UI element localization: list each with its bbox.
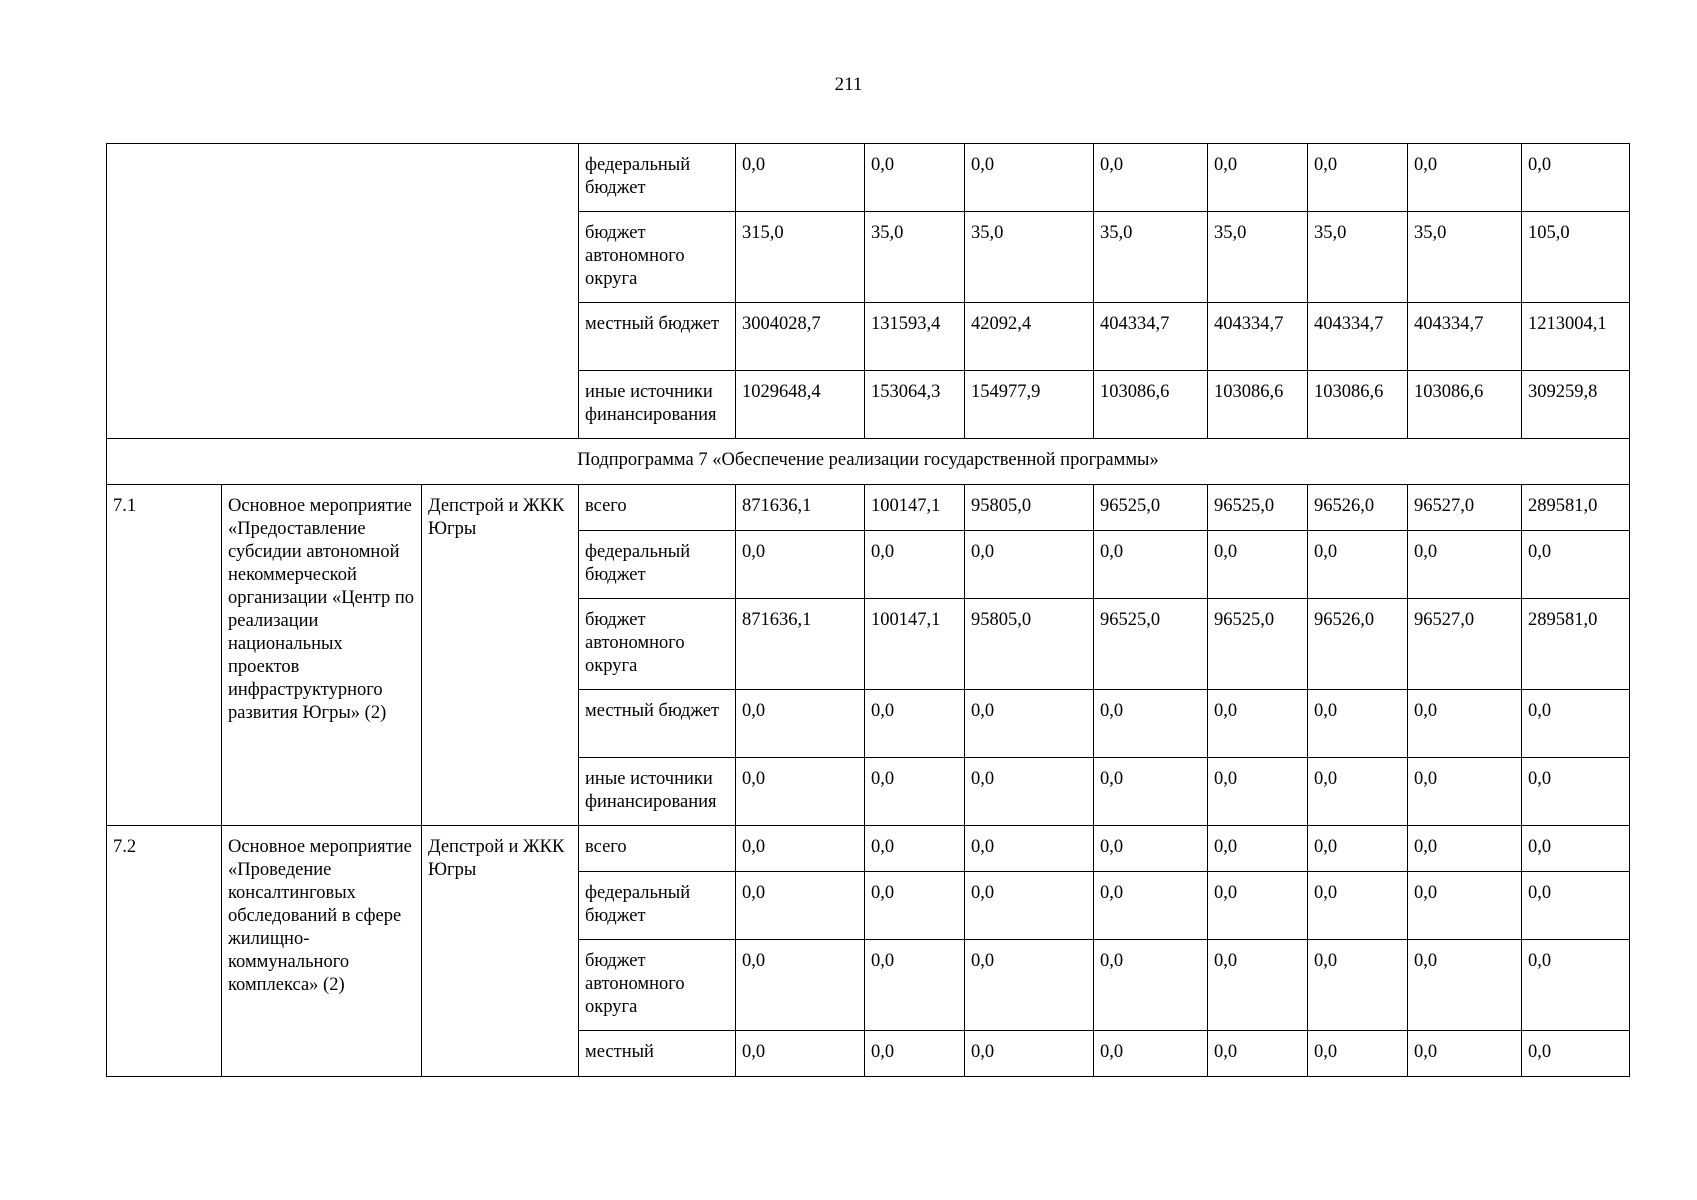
value-cell: 0,0	[865, 758, 965, 826]
value-cell: 95805,0	[965, 485, 1094, 531]
subprogram-title: Подпрограмма 7 «Обеспечение реализации государственной программы»	[107, 439, 1630, 485]
value-cell: 0,0	[1208, 826, 1308, 872]
value-cell: 0,0	[736, 758, 865, 826]
value-cell: 315,0	[736, 212, 865, 303]
value-cell: 0,0	[1408, 872, 1522, 940]
value-cell: 0,0	[1094, 872, 1208, 940]
value-cell: 0,0	[736, 872, 865, 940]
subprogram-row	[107, 439, 1630, 485]
value-cell: 0,0	[965, 531, 1094, 599]
value-cell: 0,0	[1208, 758, 1308, 826]
value-cell: 35,0	[1208, 212, 1308, 303]
activity-number: 7.1	[107, 485, 222, 826]
value-cell: 0,0	[1408, 758, 1522, 826]
table-row	[107, 144, 1630, 212]
value-cell: 0,0	[1308, 531, 1408, 599]
value-cell: 96525,0	[1094, 485, 1208, 531]
value-cell: 1029648,4	[736, 371, 865, 439]
activity-number: 7.2	[107, 826, 222, 1077]
value-cell: 0,0	[1408, 690, 1522, 758]
source-cell: бюджет автономного округа	[579, 599, 736, 690]
source-cell: бюджет автономного округа	[579, 940, 736, 1031]
value-cell: 100147,1	[865, 485, 965, 531]
value-cell: 0,0	[1208, 872, 1308, 940]
value-cell: 96526,0	[1308, 485, 1408, 531]
value-cell: 153064,3	[865, 371, 965, 439]
value-cell: 96525,0	[1094, 599, 1208, 690]
value-cell: 871636,1	[736, 599, 865, 690]
value-cell: 0,0	[1094, 144, 1208, 212]
source-cell: бюджет автономного округа	[579, 212, 736, 303]
value-cell: 0,0	[736, 144, 865, 212]
table-body	[107, 144, 1630, 1077]
value-cell: 0,0	[1408, 144, 1522, 212]
source-cell: местный бюджет	[579, 303, 736, 371]
activity-name: Основное мероприятие «Проведение консалтинговых обследований в сфере жилищно-коммунального комплекса» (2)	[222, 826, 422, 1077]
value-cell: 0,0	[1522, 758, 1630, 826]
value-cell: 0,0	[965, 144, 1094, 212]
value-cell: 103086,6	[1094, 371, 1208, 439]
source-cell: всего	[579, 485, 736, 531]
value-cell: 0,0	[1208, 690, 1308, 758]
value-cell: 0,0	[1308, 826, 1408, 872]
value-cell: 100147,1	[865, 599, 965, 690]
value-cell: 289581,0	[1522, 485, 1630, 531]
value-cell: 0,0	[865, 531, 965, 599]
value-cell: 96526,0	[1308, 599, 1408, 690]
value-cell: 0,0	[1094, 690, 1208, 758]
financing-table	[106, 143, 1630, 1077]
activity-executor: Депстрой и ЖКК Югры	[422, 826, 579, 1077]
value-cell: 404334,7	[1094, 303, 1208, 371]
value-cell: 0,0	[1208, 531, 1308, 599]
value-cell: 404334,7	[1408, 303, 1522, 371]
value-cell: 103086,6	[1208, 371, 1308, 439]
value-cell: 3004028,7	[736, 303, 865, 371]
value-cell: 0,0	[1522, 1031, 1630, 1077]
value-cell: 0,0	[1522, 872, 1630, 940]
value-cell: 0,0	[736, 826, 865, 872]
value-cell: 0,0	[965, 1031, 1094, 1077]
value-cell: 0,0	[865, 940, 965, 1031]
value-cell: 42092,4	[965, 303, 1094, 371]
value-cell: 35,0	[1308, 212, 1408, 303]
source-cell: иные источники финансирования	[579, 758, 736, 826]
table-row	[107, 826, 1630, 872]
value-cell: 0,0	[1308, 1031, 1408, 1077]
value-cell: 154977,9	[965, 371, 1094, 439]
source-cell: федеральный бюджет	[579, 144, 736, 212]
activity-name: Основное мероприятие «Предоставление субсидии автономной некоммерческой организации «Центр по реализации национальных проектов инфраструктурного развития Югры» (2)	[222, 485, 422, 826]
value-cell: 0,0	[1208, 940, 1308, 1031]
value-cell: 96527,0	[1408, 599, 1522, 690]
value-cell: 0,0	[1094, 1031, 1208, 1077]
source-cell: местный	[579, 1031, 736, 1077]
value-cell: 0,0	[1522, 690, 1630, 758]
value-cell: 0,0	[1408, 826, 1522, 872]
value-cell: 0,0	[1408, 531, 1522, 599]
source-cell: федеральный бюджет	[579, 531, 736, 599]
value-cell: 871636,1	[736, 485, 865, 531]
value-cell: 1213004,1	[1522, 303, 1630, 371]
value-cell: 0,0	[736, 940, 865, 1031]
table-row	[107, 485, 1630, 531]
value-cell: 0,0	[965, 940, 1094, 1031]
page-number: 211	[834, 74, 863, 95]
value-cell: 0,0	[1208, 1031, 1308, 1077]
value-cell: 0,0	[1308, 872, 1408, 940]
value-cell: 35,0	[865, 212, 965, 303]
value-cell: 0,0	[1094, 758, 1208, 826]
value-cell: 0,0	[1094, 531, 1208, 599]
value-cell: 103086,6	[1308, 371, 1408, 439]
value-cell: 0,0	[1522, 531, 1630, 599]
value-cell: 0,0	[865, 872, 965, 940]
value-cell: 0,0	[1522, 144, 1630, 212]
activity-executor: Депстрой и ЖКК Югры	[422, 485, 579, 826]
source-cell: местный бюджет	[579, 690, 736, 758]
value-cell: 0,0	[965, 690, 1094, 758]
value-cell: 0,0	[1522, 940, 1630, 1031]
value-cell: 131593,4	[865, 303, 965, 371]
value-cell: 0,0	[1094, 940, 1208, 1031]
value-cell: 0,0	[1308, 940, 1408, 1031]
value-cell: 0,0	[1308, 144, 1408, 212]
value-cell: 0,0	[1408, 1031, 1522, 1077]
value-cell: 103086,6	[1408, 371, 1522, 439]
value-cell: 35,0	[965, 212, 1094, 303]
value-cell: 0,0	[965, 826, 1094, 872]
value-cell: 95805,0	[965, 599, 1094, 690]
value-cell: 0,0	[865, 690, 965, 758]
value-cell: 404334,7	[1308, 303, 1408, 371]
value-cell: 96525,0	[1208, 485, 1308, 531]
value-cell: 0,0	[1308, 690, 1408, 758]
value-cell: 35,0	[1408, 212, 1522, 303]
value-cell: 0,0	[865, 144, 965, 212]
value-cell: 0,0	[736, 690, 865, 758]
continuation-blank-cell	[107, 144, 579, 439]
value-cell: 0,0	[1522, 826, 1630, 872]
value-cell: 0,0	[965, 758, 1094, 826]
value-cell: 309259,8	[1522, 371, 1630, 439]
value-cell: 0,0	[865, 1031, 965, 1077]
value-cell: 0,0	[1308, 758, 1408, 826]
source-cell: иные источники финансирования	[579, 371, 736, 439]
value-cell: 96527,0	[1408, 485, 1522, 531]
value-cell: 0,0	[865, 826, 965, 872]
source-cell: федеральный бюджет	[579, 872, 736, 940]
source-cell: всего	[579, 826, 736, 872]
value-cell: 0,0	[736, 531, 865, 599]
value-cell: 0,0	[1094, 826, 1208, 872]
value-cell: 0,0	[965, 872, 1094, 940]
value-cell: 0,0	[1208, 144, 1308, 212]
value-cell: 105,0	[1522, 212, 1630, 303]
value-cell: 404334,7	[1208, 303, 1308, 371]
value-cell: 289581,0	[1522, 599, 1630, 690]
value-cell: 0,0	[736, 1031, 865, 1077]
value-cell: 0,0	[1408, 940, 1522, 1031]
value-cell: 96525,0	[1208, 599, 1308, 690]
value-cell: 35,0	[1094, 212, 1208, 303]
